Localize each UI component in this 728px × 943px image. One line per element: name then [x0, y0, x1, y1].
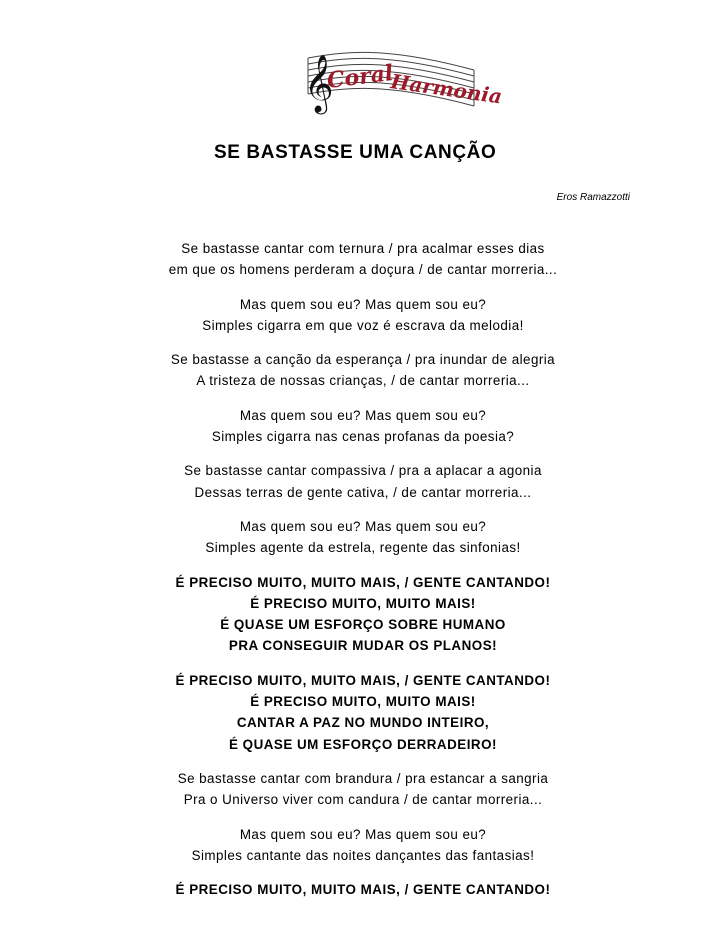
lyric-line: Mas quem sou eu? Mas quem sou eu? — [239, 296, 487, 312]
logo-graphic — [292, 44, 504, 116]
lyric-line: Mas quem sou eu? Mas quem sou eu? — [239, 407, 487, 423]
verse-stanza — [165, 824, 561, 867]
lyric-line: em que os homens perderam a doçura / de cantar morreria... — [168, 262, 558, 278]
lyric-line: Se bastasse cantar com ternura / pra acalmar esses dias — [181, 241, 545, 256]
lyric-line: É QUASE UM ESFORÇO DERRADEIRO! — [229, 736, 497, 752]
lyric-line: CANTAR A PAZ NO MUNDO INTEIRO, — [236, 715, 490, 731]
verse-stanza — [165, 238, 561, 281]
chorus-stanza — [165, 670, 561, 755]
verse-stanza — [165, 516, 561, 559]
lyric-line: Simples cantante das noites dançantes das fantasias! — [191, 847, 535, 863]
lyric-line: É PRECISO MUITO, MUITO MAIS! — [250, 694, 476, 710]
lyric-line: PRA CONSEGUIR MUDAR OS PLANOS! — [228, 638, 498, 654]
lyric-line: A tristeza de nossas crianças, / de cantar morreria... — [196, 373, 530, 389]
chorus-stanza — [165, 572, 561, 657]
lyric-line: É PRECISO MUITO, MUITO MAIS! — [250, 595, 476, 611]
verse-stanza — [165, 460, 561, 503]
lyric-line: Se bastasse cantar compassiva / pra a aplacar a agonia — [184, 463, 542, 479]
verse-stanza — [165, 349, 561, 392]
lyric-line: Mas quem sou eu? Mas quem sou eu? — [239, 826, 487, 842]
song-title: SE BASTASSE UMA CANÇÃO — [214, 142, 497, 163]
verse-stanza — [165, 294, 561, 337]
lyric-line: É PRECISO MUITO, MUITO MAIS, / GENTE CANTANDO! — [175, 574, 551, 590]
song-author: Eros Ramazzotti — [556, 192, 630, 203]
lyric-line: Pra o Universo viver com candura / de cantar morreria... — [183, 792, 543, 808]
lyric-line: Simples cigarra nas cenas profanas da poesia? — [211, 429, 515, 445]
lyrics-body — [0, 238, 728, 913]
logo-word-coral: Coral — [325, 60, 395, 94]
verse-stanza — [165, 405, 561, 448]
coral-harmonia-logo — [292, 44, 504, 116]
logo-word-harmonia: Harmonia — [389, 69, 504, 109]
lyric-line: É QUASE UM ESFORÇO SOBRE HUMANO — [220, 617, 506, 633]
lyric-line: Simples cigarra em que voz é escrava da melodia! — [202, 317, 524, 333]
lyric-line: É PRECISO MUITO, MUITO MAIS, / GENTE CANTANDO! — [175, 882, 551, 898]
lyric-line: Mas quem sou eu? Mas quem sou eu? — [239, 518, 487, 534]
lyric-line: Simples agente da estrela, regente das sinfonias! — [205, 540, 521, 556]
chorus-stanza — [165, 879, 561, 900]
lyric-line: Dessas terras de gente cativa, / de cantar morreria... — [194, 484, 532, 500]
lyric-line: É PRECISO MUITO, MUITO MAIS, / GENTE CANTANDO! — [175, 672, 551, 688]
verse-stanza — [165, 768, 561, 811]
lyric-line: Se bastasse a canção da esperança / pra inundar de alegria — [170, 352, 556, 368]
treble-clef-icon: 𝄞 — [304, 54, 334, 112]
lyric-line: Se bastasse cantar com brandura / pra estancar a sangria — [177, 770, 549, 786]
